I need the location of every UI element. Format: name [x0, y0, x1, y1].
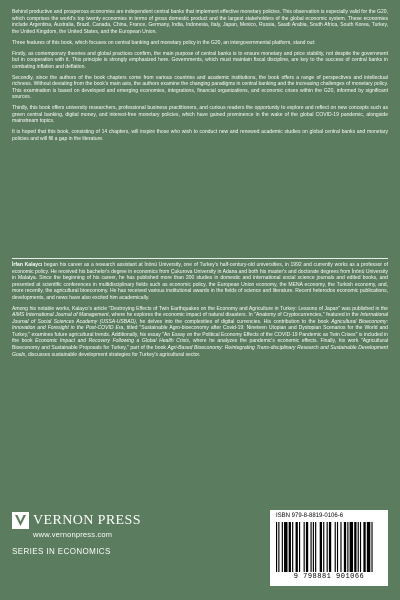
- publisher-logo: [12, 512, 141, 592]
- book-title: Agri-Based Bioeconomy: Reintegrating Trans-disciplinary Research and Sustainable Development Goals: [12, 344, 388, 358]
- journal-title: AIMS International Journal of Management: [12, 312, 109, 319]
- bio-text: began his career as a research assistant at İnönü University, one of Turkey's half-century-old universities, in 1992 and currently works as a professor of economic policy. He received his bachelor's degree in economics from Çukurova University in Adana and both his master's and doctorate degrees from İnönü University in Malatya. Since the beginning of his career, he has published more than 200 studies in domestic and international social science journals and edited books, and presented at scientific conferences in multidisciplinary fields such as economic policy, the European Union economy, the MENA economy, the Turkish economy, and, more recently, the agricultural bioeconomy. He has received various institutional awards in the fields of science and literature. Recent heterodox economic publications, developments, and news have also excited him academically.: [12, 262, 388, 301]
- publisher-name: VERNON PRESS: [33, 513, 141, 528]
- blurb-paragraph-1: Behind productive and prosperous economies are independent central banks that implement effective monetary policies. This observation is especially valid for the G20, which comprises the world's top twenty economies in terms of gross domestic product and the largest stakeholders of the global economic system. These economies include Argentina, Australia, Brazil, Canada, China, France, Germany, India, Indonesia, Italy, Japan, Mexico, Russia, Saudi Arabia, South Africa, South Korea, Turkey, the United Kingdom, the United States, and the European Union.: [12, 9, 388, 35]
- bio-text: , where he explores the economic impact of natural disasters. In "Anatomy of Cryptocurrencies," featured in the: [108, 312, 361, 319]
- section-divider: [12, 258, 388, 259]
- blurb-paragraph-4: Secondly, since the authors of the book chapters come from various countries and academic institutions, the book offers a range of perspectives and intellectual richness. Without deviating from the book's main axis, the authors examine the changing paradigms in central banking and the increasing challenges of monetary policy. This examination is based on developed and emerging economies, integrations, financial organizations, and economic crises within the G20, informed by significant sources.: [12, 74, 388, 101]
- series-name: SERIES IN ECONOMICS: [12, 547, 111, 556]
- bio-text: , discusses sustainable development strategies for Turkey's agricultural sector.: [25, 351, 201, 358]
- bio-paragraph-2: [12, 306, 388, 358]
- isbn-label: ISBN 979-8-8819-0106-6: [276, 513, 344, 519]
- bio-text: , titled "Sustainable Agro-bioeconomy after Covid-19: Nineteen Utopian and Dystopian Scenarios for the World and Turkey," examines future agricultural trends. Additionally, his essay "An Essay on the Political Economy Effects of the COVID-19 Pandemic as Twin Crises" is included in the book: [12, 325, 388, 345]
- bio-paragraph-1: [12, 262, 388, 301]
- bio-text: , he delves into the complexities of digital currencies. His contribution to the book: [135, 318, 332, 325]
- book-title: Agricultural Bioeconomy: Innovation and Foresight in the Post-COVID Era: [12, 318, 388, 332]
- blurb-paragraph-6: It is hoped that this book, consisting of 14 chapters, will inspire those who wish to conduct new and renewed academic studies on global central banks and monetary policies and will fill a gap in the literature.: [12, 129, 388, 142]
- author-bio: [12, 262, 388, 362]
- journal-title: International Journal of Social Sciences Academy (USSA-USBAD): [12, 312, 388, 325]
- blurb-paragraph-2: Three features of this book, which focuses on central banking and monetary policy in the G20, an intergovernmental platform, stand out:: [12, 39, 316, 46]
- barcode-bars: [276, 522, 382, 572]
- publisher-url: www.vernonpress.com: [33, 530, 113, 539]
- bio-text: Among his notable works, Kalaycı's article "Destroying Effects of Twin Earthquakes on the Economy and Agriculture in Turkey: Lessons of Japan" was published in the: [12, 305, 388, 312]
- vernon-press-logo-icon: [12, 512, 29, 529]
- isbn-barcode: [270, 510, 388, 586]
- author-name: İrfan Kalaycı: [12, 262, 43, 268]
- blurb: [12, 9, 388, 147]
- book-title: Economic Impact and Recovery Following a Global Health Crisis: [35, 338, 189, 345]
- bio-text: , where he analyzes the pandemic's economic effects. Finally, his work "Agricultural Bioeconomy and Sustainable Proposals for Turkey," part of the book: [12, 338, 389, 351]
- blurb-paragraph-5: Thirdly, this book offers university researchers, professional business practitioners, and curious readers the opportunity to explore and reflect on new concepts such as green central banking, digital money, and interest-free monetary policies, which have gained prominence in the wake of the global COVID-19 pandemic, alongside mainstream topics.: [12, 105, 388, 125]
- blurb-paragraph-3: Firstly, as contemporary theories and global practices confirm, the main purpose of central banks is to ensure monetary and price stability, not despite the government but in cooperation with it. This principle is strongly emphasized here. Governments, which must maintain fiscal discipline, are key to the success of central banks in combating inflation and deflation.: [12, 50, 388, 70]
- barcode-digits: 9 798881 901066: [293, 573, 365, 581]
